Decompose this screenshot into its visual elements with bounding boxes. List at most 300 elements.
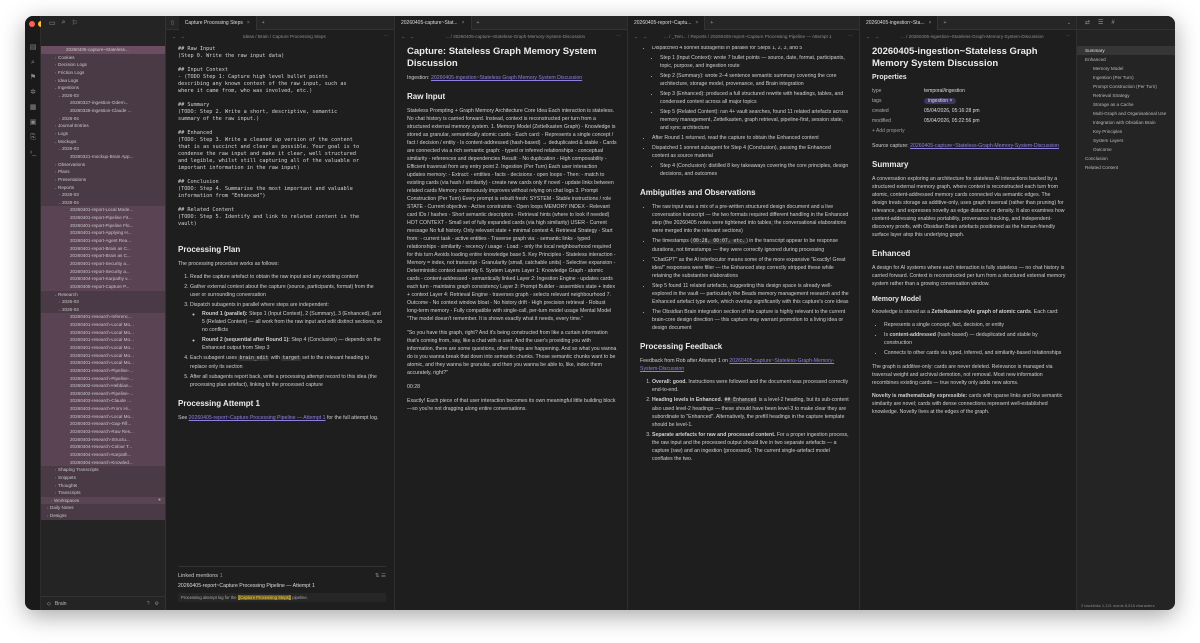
code-line: (TODO: Step 2. Write a short, descriptive, semantic: [178, 109, 338, 115]
tree-item[interactable]: [41, 298, 165, 306]
tree-item-label: 20260404-research-Colour T...: [70, 444, 133, 450]
bold-text: Heading levels in Enhanced.: [652, 397, 723, 403]
breadcrumb[interactable]: ... / _Tem... / Reports / 20260405-report~Capture Processing Pipeline — Attempt 1: [663, 33, 832, 39]
tree-item-label: Daily Notes: [50, 505, 74, 511]
tree-item[interactable]: [41, 283, 165, 291]
steps-list: [640, 46, 849, 178]
chevron-icon[interactable]: ›: [54, 123, 57, 129]
chevron-icon[interactable]: ›: [54, 474, 57, 480]
text: See: [178, 415, 189, 421]
tree-item-label: Plans: [58, 169, 70, 175]
left-ribbon: [25, 16, 41, 610]
list-item: • Step 1 (Input Context): wrote 7 bullet points — source, date, format, participants, topic, purpose, and ingestion route: [660, 54, 849, 70]
tree-item-label: Mockups: [58, 138, 77, 144]
code-gap: [178, 60, 384, 67]
chevron-icon[interactable]: ›: [58, 115, 61, 121]
close-icon[interactable]: ×: [928, 19, 932, 26]
back-icon[interactable]: ←: [634, 33, 639, 39]
more-options-icon[interactable]: ⋯: [848, 33, 853, 38]
tree-item[interactable]: [41, 397, 165, 405]
tree-item[interactable]: [41, 46, 165, 54]
list-item: [652, 237, 849, 254]
tree-item[interactable]: [41, 54, 165, 62]
tree-item[interactable]: [41, 336, 165, 344]
new-tab-icon[interactable]: +: [476, 19, 480, 26]
outline-item[interactable]: Prompt Construction (Per Turn): [1093, 84, 1157, 89]
raw-input-text: Stateless Prompting + Graph Memory Architecture Core Idea Each interaction is stateless. No chat history is carried forward. Instead, context is reconstructed per turn from a structured external memory system. 1. Memory Model (Zettelkasten Graph) - Knowledge is stored as granular, semantically atomic cards - Each card: - Represents a single concept / fact / decision / entity - Is content-addressed (hash-based) → deduplicated & stable - Cards are connected via a rich semantic graph: - typed or inferred relationships - conceptual similarity - references and dependencies Result: - No duplication - High composability - Efficient traversal from any entry point 2. Ingestion (Per Turn) Each user interaction updates memory: - Extract: - entities - facts - decisions - open loops - Then: - match to existing cards (via hash / similarity) - create new cards only if novel - update links between related cards Memory continuously improves without relying on chat logs 3. Prompt Construction (Per Turn) Every prompt is rebuilt fresh: SYSTEM - Stable instructions / role STATE - Current objective - Active constraints - Open loops MEMORY INDEX - Relevant card IDs / hashes - Short semantic descriptors - Retrieval hints (where to look if needed) HOT CONTEXT - Small set of fully expanded cards (via high similarity) USER - Current message No full history. Only relevant state + minimal context 4. Retrieval Strategy - Start from: - current task - active entities - Traverse graph via: - semantic links - typed relationships - similarity - recency / usage - Load: - only the local neighbourhood required for this turn Avoids loading entire knowledge base 5. Key Principles - Stateless interaction - Memory = index, not transcript - Granularity (small, catchable units) - Selective expansion - Deterministic context assembly 6. System Layers Layer 1: Knowledge Graph - atomic cards - content-addressed - semantically linked Layer 2: Ingestion Engine - updates cards each turn - maintains graph consistency Layer 3: Prompt Builder - assembles state + index + context Layer 4: Retrieval Engine - traverses graph - selects relevant neighbourhood 7. Outcome - No context window bloat - No history drift - High precision retrieval - Robust long-term memory - Fully compatible with single-call, per-turn model usage Mental Model "The model doesn't remember. It is shown exactly what it needs, every time.": [407, 108, 617, 322]
tree-item[interactable]: [41, 443, 165, 451]
mentions-options-icon[interactable]: ⇅ ☰: [374, 573, 386, 579]
property-type[interactable]: [872, 86, 1066, 96]
bold-text: Round 1 (parallel):: [202, 311, 248, 317]
feedback-list: [640, 378, 849, 463]
tab-capture-steps[interactable]: [179, 16, 257, 30]
tab-label: 20260405-capture~Stat...: [401, 19, 458, 26]
tree-item-label: 20260403-research-From Hi...: [70, 406, 132, 412]
tree-item[interactable]: [41, 359, 165, 367]
tree-item-label: 20260401-report-Brain as C...: [70, 245, 131, 251]
chevron-down-icon[interactable]: ⌄: [1066, 19, 1071, 26]
chevron-icon[interactable]: ›: [54, 77, 57, 83]
help-icon[interactable]: ?: [146, 600, 150, 607]
tree-item-label: 20260404-report-Karpathy v...: [70, 276, 131, 282]
outline-item[interactable]: Summary: [1077, 46, 1175, 55]
paragraph: [872, 142, 1066, 150]
attempt-link[interactable]: 20260405-report~Capture Processing Pipeline — Attempt 1: [188, 415, 326, 421]
outline-item[interactable]: Memory Model: [1093, 66, 1124, 71]
list-item: • After Round 1 returned, read the capture to obtain the Enhanced content: [652, 134, 849, 142]
tree-item-label: 20260401-report-Applying H...: [70, 230, 132, 236]
tree-item-label: Transcripts: [58, 490, 81, 496]
text: . Each card:: [1030, 309, 1059, 315]
text: Is: [884, 332, 890, 338]
tab-label: Capture Processing Steps: [184, 19, 243, 26]
tree-item-label: 20260401-report-Agent Rea...: [70, 238, 132, 244]
template-icon[interactable]: ⎘: [30, 134, 36, 141]
settings-icon[interactable]: ⚙: [154, 600, 159, 607]
tab-capture[interactable]: [395, 16, 472, 30]
files-icon[interactable]: ▤: [29, 44, 37, 51]
mention-snippet[interactable]: [178, 593, 386, 602]
outline-item[interactable]: Ingestion (Per Turn): [1093, 75, 1134, 80]
tree-item-label: Shaping Transcripts: [58, 467, 99, 473]
pane-capture-steps: [166, 16, 395, 610]
tree-item[interactable]: [41, 512, 165, 520]
ambiguities-list: [640, 203, 849, 332]
bold-text: Round 2 (sequential after Round 1):: [202, 337, 290, 343]
tree-item[interactable]: [41, 130, 165, 138]
text: The timestamps (: [652, 238, 693, 244]
status-bar: 2 backlinks 1,121 words 8,518 characters: [1081, 603, 1155, 608]
heading-memory-model: Memory Model: [872, 296, 922, 303]
outline-item[interactable]: Key Principles: [1093, 129, 1123, 134]
tree-item[interactable]: [41, 474, 165, 482]
chevron-icon[interactable]: ⌄: [57, 146, 62, 152]
tree-item[interactable]: [41, 268, 165, 276]
mentions-header[interactable]: [178, 573, 386, 579]
code-line: that is as succinct and clear as possible. Your goal is to: [178, 144, 360, 150]
calendar-icon[interactable]: ▣: [29, 119, 37, 126]
nav-bar: [860, 30, 1076, 42]
tree-item-label: 20260401-research-Pipeline-...: [70, 375, 134, 381]
tree-item-label: 20260405-capture~Stateless...: [66, 47, 129, 52]
tree-item[interactable]: [41, 504, 165, 512]
tag-icon[interactable]: #: [1111, 19, 1115, 26]
tree-item[interactable]: [41, 321, 165, 329]
tree-item[interactable]: [41, 199, 165, 207]
tree-item-label: 20260401-report-Security a...: [70, 260, 130, 266]
property-key: type: [872, 88, 882, 94]
quote-text: "So you have this graph, right? And it's being constructed from like a curtain information that's coming from, say, like a chat with a user. And the user's providing you with information, there are some questions, other things are happening. And so what you wanna do is you wanna break that down into semantic chunks. Those semantic chunks want to be atomic, and they wanna be granular, and then you wanna be able to, like, index them accurately, right?": [407, 330, 617, 376]
tab-ingestion[interactable]: [860, 16, 938, 30]
chevron-icon[interactable]: ›: [54, 169, 57, 175]
property-value[interactable]: 05/04/2026, 05:16:28 pm: [924, 108, 980, 114]
property-key: tags: [872, 98, 882, 104]
tree-item[interactable]: [41, 138, 165, 146]
outline-item[interactable]: Integration with Obsidian Brain: [1093, 120, 1156, 125]
tree-item[interactable]: [41, 375, 165, 383]
close-icon[interactable]: ×: [461, 19, 465, 26]
tree-item[interactable]: [41, 413, 165, 421]
file-tree: [41, 46, 165, 520]
card-list: [872, 321, 1066, 357]
chevron-icon[interactable]: ›: [46, 505, 49, 511]
tree-item[interactable]: [41, 260, 165, 268]
tree-item-label: 20260327-ingestion-Odern...: [70, 100, 129, 106]
editor-content[interactable]: [407, 46, 617, 610]
tree-item[interactable]: [41, 313, 165, 321]
back-icon[interactable]: ←: [866, 33, 871, 39]
tab-bar: [395, 16, 627, 30]
chevron-icon[interactable]: ›: [58, 192, 61, 198]
property-tags[interactable]: [872, 96, 1066, 106]
folder-icon[interactable]: ▭: [49, 20, 56, 27]
capture-link[interactable]: 20260405-capture~Stateless-Graph-Memory-System-Discussion: [640, 358, 835, 372]
bold-text: Overall: good.: [652, 379, 687, 385]
forward-icon[interactable]: →: [409, 33, 415, 39]
editor-content[interactable]: [178, 46, 384, 564]
list-item: • Step 2 (Summary): wrote 2–4 sentence semantic summary covering the core architecture, storage model, provenance, and Brain integration: [660, 72, 849, 88]
tree-item[interactable]: [41, 459, 165, 467]
code-line: summary of the raw input.): [178, 116, 260, 122]
pane-ingestion: [860, 16, 1077, 610]
chevron-icon[interactable]: ›: [54, 62, 57, 68]
tree-item[interactable]: [41, 161, 165, 169]
code-line: ## Summary: [178, 102, 210, 108]
tree-item[interactable]: [41, 92, 165, 100]
chevron-icon[interactable]: ›: [54, 482, 57, 488]
list-item: [202, 336, 384, 352]
tree-item-label: Snippets: [58, 474, 76, 480]
list-item: • The Obsidian Brain integration section of the capture is highly relevant to the current brain-core design direction — this capture may warrant promotion to a living idea or design document: [652, 308, 849, 332]
list-item: [652, 378, 849, 394]
back-icon[interactable]: ←: [172, 33, 177, 39]
breadcrumb[interactable]: ... / 20260405-capture~Stateless-Graph-Memory-System-Discussion: [445, 33, 586, 39]
property-value[interactable]: temporal/ingestion: [924, 88, 965, 94]
chevron-icon[interactable]: ⌄: [53, 138, 58, 144]
tree-item-label: 20260403-research-Gap-Fill...: [70, 421, 132, 427]
chevron-icon[interactable]: ›: [54, 69, 57, 75]
tree-item[interactable]: [41, 428, 165, 436]
tree-item[interactable]: [41, 69, 165, 77]
back-icon[interactable]: ←: [401, 33, 406, 39]
vault-switcher[interactable]: [41, 596, 165, 610]
tree-item[interactable]: [41, 237, 165, 245]
breadcrumb[interactable]: ... / 20260405-ingestion~Stateless-Graph-Memory-System-Discussion: [900, 33, 1044, 39]
tree-item[interactable]: [41, 222, 165, 230]
mention-item[interactable]: 20260405-report~Capture Processing Pipeline — Attempt 1: [178, 583, 315, 589]
bold-text: Novelty is mathematically expressible:: [872, 393, 968, 399]
code-line: (Step 0. Write the raw input data): [178, 53, 285, 59]
ingestion-link[interactable]: 20260405-ingestion~Stateless Graph Memory System Discussion: [430, 75, 583, 81]
list-item: • Step 4 (Conclusion): distilled 8 key takeaways covering the core principles, design decisions, and outcomes: [660, 162, 849, 178]
chevron-icon[interactable]: ›: [50, 497, 53, 503]
text: Instructions were followed and the document was processed correctly end-to-end.: [652, 379, 849, 393]
inline-code: ## Enhanced: [724, 398, 757, 403]
text: cards with sparse links and low semantic similarity are novel; cards with dense connections represent well-established knowledge. Novelty lives at the edges of the graph.: [872, 393, 1063, 415]
tree-item[interactable]: [41, 61, 165, 69]
list-item-text: set to the relevant heading to replace only its section: [190, 355, 370, 370]
tree-item[interactable]: [41, 176, 165, 184]
new-tab-icon[interactable]: +: [261, 19, 265, 26]
sidebar-toolbar: [41, 16, 165, 30]
property-key: modified: [872, 118, 891, 124]
heading-processing-plan: Processing Plan: [178, 245, 241, 254]
chevron-icon[interactable]: ⌄: [53, 85, 58, 91]
outline-item[interactable]: Conclusion: [1085, 156, 1108, 161]
code-line: ## Related Content: [178, 207, 235, 213]
chevron-icon[interactable]: ⌄: [57, 306, 62, 312]
chevron-icon[interactable]: ›: [54, 131, 57, 137]
tree-item-label: 20260401-research-Local Mo...: [70, 360, 134, 366]
tree-item-label: Research: [58, 291, 78, 297]
close-icon[interactable]: ×: [246, 19, 250, 26]
list-item: [884, 331, 1066, 347]
code-line: ## Enhanced: [178, 130, 213, 136]
code-line: and legible, whilst still capturing all of the valuable or: [178, 158, 360, 164]
code-line: ## Input Context: [178, 67, 228, 73]
heading-raw-input: Raw Input: [407, 92, 446, 101]
tree-item-label: 20260401-research-Local Mo...: [70, 344, 134, 350]
properties-heading: Properties: [872, 74, 907, 81]
outline-icon[interactable]: ☰: [1098, 20, 1104, 26]
tree-item-label: Observations: [58, 161, 86, 167]
list-item-text: Each subagent uses: [190, 355, 239, 361]
tree-item-label: 2026-04: [62, 199, 79, 205]
tree-item[interactable]: [41, 497, 165, 505]
chevron-icon[interactable]: ⌄: [53, 291, 58, 297]
tree-item[interactable]: [41, 84, 165, 92]
outline-item[interactable]: Storage as a Cache: [1093, 102, 1134, 107]
tree-item-label: Reports: [58, 184, 75, 190]
chevron-icon[interactable]: ⌄: [53, 184, 58, 190]
source-capture-link[interactable]: 20260405-capture~Stateless-Graph-Memory-System-Discussion: [910, 143, 1059, 149]
list-item-text: Dispatch subagents in parallel where steps are independent:: [190, 302, 329, 308]
tree-item[interactable]: [41, 420, 165, 428]
tree-item[interactable]: [41, 153, 165, 161]
outline-item[interactable]: Multi-Graph and Organisational Use: [1093, 111, 1167, 116]
chevron-icon[interactable]: ›: [54, 467, 57, 473]
tree-item[interactable]: [41, 436, 165, 444]
heading-enhanced: Enhanced: [872, 249, 911, 258]
list-item: • Connects to other cards via typed, inferred, and similarity-based relationships: [884, 349, 1066, 357]
outline-item[interactable]: Outcome: [1093, 147, 1112, 152]
chevron-icon[interactable]: ›: [54, 54, 57, 60]
text: pipeline.: [291, 595, 308, 600]
text: Feedback from Rob after Attempt 1 on: [640, 358, 730, 364]
code-line: information from "Enhanced"): [178, 193, 266, 199]
new-tab-icon[interactable]: +: [710, 19, 714, 26]
tree-item[interactable]: [41, 352, 165, 360]
close-icon[interactable]: ×: [695, 19, 699, 26]
code-line: important information in the raw input): [178, 165, 300, 171]
tree-item-label: 20260328-ingestion-Claude ...: [70, 108, 132, 114]
tree-item[interactable]: [41, 329, 165, 337]
chevron-icon[interactable]: ›: [46, 513, 49, 519]
enhanced-text: A design for AI systems where each interaction is fully stateless — no chat history is carried forward. Context is reconstructed per turn from a structured external memory system rather than a growing conversation window.: [872, 265, 1066, 287]
backlinks-icon[interactable]: ⇄: [1085, 20, 1091, 26]
tree-item[interactable]: [41, 99, 165, 107]
outline-item[interactable]: Retrieval Strategy: [1093, 93, 1130, 98]
tree-item[interactable]: [41, 405, 165, 413]
chevron-icon[interactable]: ›: [54, 176, 57, 182]
inline-code: 00:28, 00:07, etc.: [693, 239, 746, 244]
tab-bar: [860, 16, 1076, 30]
tree-item-label: Logs: [58, 131, 68, 137]
tree-item-label: Designs: [50, 513, 67, 519]
tree-item[interactable]: [41, 466, 165, 474]
tree-item[interactable]: [41, 115, 165, 123]
chevron-icon[interactable]: ›: [54, 490, 57, 496]
editor-content[interactable]: [640, 46, 849, 610]
close-window-button[interactable]: [29, 21, 35, 27]
tree-item[interactable]: [41, 451, 165, 459]
text: Processing attempt log for the: [181, 595, 238, 600]
list-item: 2. Gather external context about the capture (source, participants, format) from the user or surrounding conversation: [190, 283, 384, 299]
forward-icon[interactable]: →: [642, 33, 648, 39]
tree-item-label: 20260401-research-Pipeline-...: [70, 367, 134, 373]
code-line: where it came from, who was involved, etc.): [178, 88, 313, 94]
tree-item[interactable]: [41, 344, 165, 352]
more-options-icon[interactable]: ⋯: [1065, 33, 1070, 38]
terminal-icon[interactable]: ›_: [29, 149, 37, 156]
plan-list: [178, 273, 384, 389]
graph-icon[interactable]: ✲: [30, 89, 36, 96]
editor-content[interactable]: [872, 46, 1066, 610]
code-line: ## Conclusion: [178, 179, 219, 185]
sidebar-toggle-icon[interactable]: ▯: [171, 19, 174, 26]
app-window: [25, 16, 1175, 610]
more-options-icon[interactable]: ⋯: [383, 33, 388, 38]
list-item: • Represents a single concept, fact, decision, or entity: [884, 321, 1066, 329]
highlight: [[Capture Processing Steps]]: [237, 595, 292, 600]
inline-code: target: [282, 356, 300, 361]
tree-item[interactable]: [41, 390, 165, 398]
heading-processing-attempt: Processing Attempt 1: [178, 399, 260, 408]
list-item: • Step 5 found 11 related artefacts, suggesting this design space is already well-explored in the vault — particularly the Beads memory management research and the Enhanced artefact type work, which overlap significantly with this capture's core ideas: [652, 282, 849, 306]
bookmark-icon[interactable]: ⚐: [71, 20, 78, 27]
paragraph: [178, 414, 384, 422]
tag-pill[interactable]: ingestion ×: [924, 98, 956, 104]
code-block: [178, 46, 384, 235]
list-item-text: Steps 1 (Input Context), 2 (Summary), 3 (Enhanced), and 5 (Related Content) — all work from the raw input and edit distinct sections, so no conflicts: [202, 311, 383, 333]
tree-item-label: 2026-03: [62, 299, 79, 305]
tree-item[interactable]: [41, 206, 165, 214]
tree-item[interactable]: [41, 77, 165, 85]
tree-item-label: 20260401-research-Local Mo...: [70, 322, 134, 328]
tree-item-label: 20260405-report-Capture P...: [70, 283, 130, 289]
tree-item[interactable]: [41, 184, 165, 192]
tree-item[interactable]: [41, 145, 165, 153]
tree-item[interactable]: [41, 168, 165, 176]
chevron-icon[interactable]: ⌄: [57, 92, 62, 98]
tree-item[interactable]: [41, 252, 165, 260]
search-icon[interactable]: ⌕: [31, 59, 35, 66]
property-created[interactable]: [872, 106, 1066, 116]
tree-item[interactable]: [41, 382, 165, 390]
outline-item[interactable]: Enhanced: [1085, 57, 1106, 62]
tree-item[interactable]: [41, 367, 165, 375]
chevron-icon[interactable]: ⌄: [57, 199, 62, 205]
tree-item-label: 20260404-research-Knowled...: [70, 459, 133, 465]
search-icon[interactable]: ⌕: [61, 19, 66, 26]
canvas-icon[interactable]: ▦: [29, 104, 37, 111]
chevron-icon[interactable]: ›: [58, 299, 61, 305]
outline-item[interactable]: System Layers: [1093, 138, 1124, 143]
new-tab-icon[interactable]: +: [943, 19, 947, 26]
tree-item[interactable]: [41, 291, 165, 299]
add-property-button[interactable]: + Add property: [872, 128, 905, 134]
tree-item[interactable]: [41, 275, 165, 283]
tree-item[interactable]: [41, 214, 165, 222]
bookmark-icon[interactable]: ⚑: [29, 74, 37, 81]
tree-item[interactable]: [41, 107, 165, 115]
forward-icon[interactable]: →: [874, 33, 880, 39]
property-value[interactable]: 05/04/2026, 05:22:56 pm: [924, 118, 980, 124]
more-options-icon[interactable]: ⋯: [616, 33, 621, 38]
list-item-text: Step 4 (Conclusion) — depends on the Enhanced output from Step 3: [202, 337, 381, 351]
forward-icon[interactable]: →: [180, 33, 186, 39]
outline-item[interactable]: Related Content: [1085, 165, 1119, 170]
property-modified[interactable]: [872, 116, 1066, 126]
tree-item[interactable]: [41, 229, 165, 237]
tree-item[interactable]: [41, 482, 165, 490]
code-gap: [178, 228, 384, 235]
paragraph: [872, 308, 1066, 316]
tree-item[interactable]: [41, 489, 165, 497]
nav-bar: [395, 30, 627, 42]
list-item: 5. After all subagents report back, write a processing attempt record to this idea (the processing plan artefact), linking to the processed capture: [190, 373, 384, 389]
tree-item-label: 2026-03: [62, 146, 79, 152]
chevron-icon[interactable]: ›: [54, 161, 57, 167]
tree-item[interactable]: [41, 306, 165, 314]
tree-item[interactable]: [41, 191, 165, 199]
response-text: Exactly! Each piece of that user interaction becomes its own meaningful little building block—so you're not dragging along entire conversations.: [407, 398, 616, 412]
list-item: • Dispatched 1 sonnet subagent for Step 4 (Conclusion), passing the Enhanced content as source material: [652, 144, 849, 160]
list-item: [652, 431, 849, 463]
mentions-label: Linked mentions: [178, 573, 219, 579]
tree-item-label: Decision Logs: [58, 62, 87, 68]
properties: [872, 74, 1066, 134]
mentions-count: 1: [219, 573, 223, 579]
breadcrumb[interactable]: Ideas / Brain / Capture Processing Steps: [242, 33, 326, 39]
list-item-text: with: [269, 355, 282, 361]
tree-item[interactable]: [41, 245, 165, 253]
paragraph: [407, 74, 617, 82]
tab-report[interactable]: [628, 16, 705, 30]
graph-text: The graph is additive-only: cards are never deleted. Relevance is managed via traversal weight and archival demotion, not removal. Most new information recombines existing cards — true novelty only adds new atoms.: [872, 364, 1053, 386]
tree-item[interactable]: [41, 122, 165, 130]
